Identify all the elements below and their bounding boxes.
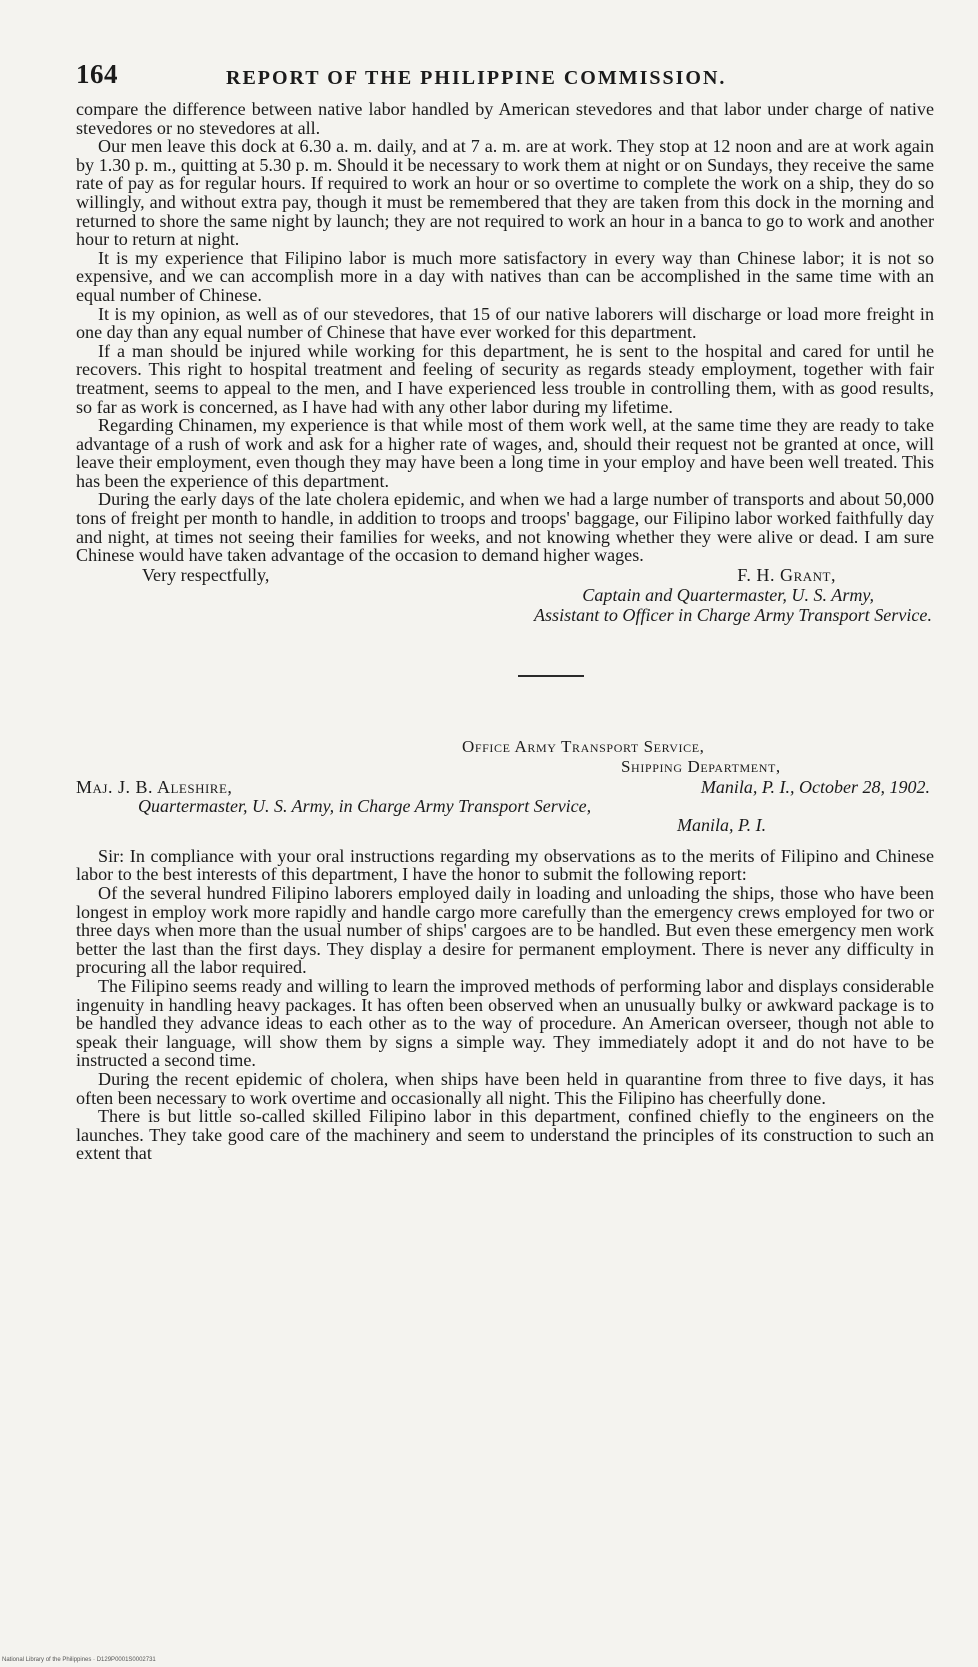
paragraph: Our men leave this dock at 6.30 a. m. daily, and at 7 a. m. are at work. They stop at 12 noon and are at work again by 1.30 p. m., quitting at 5.30 p. m. Should it be necessary to work them at night or on Sundays, they receive the same rate of pay as for regular hours. If required to work an hour or so overtime to complete the work on a ship, they do so willingly, and without extra pay, though it must be remembered that they are taken from this dock in the morning and returned to shore the same night by launch; they are not required to work an hour in a banca to go to work and another hour to return at night. (76, 136, 934, 250)
paragraph: There is but little so-called skilled Filipino labor in this department, confined chiefly to the engineers on the launches. They take good care of the machinery and seem to understand the principles of its construction to such an extent that (76, 1106, 934, 1164)
department-name: Shipping Department, (621, 756, 781, 776)
paragraph: During the early days of the late cholera epidemic, and when we had a large number of transports and about 50,000 tons of freight per month to handle, in addition to troops and troops' baggage, our Filipino labor worked faithfully day and night, at times not seeing their families for weeks, and not knowing whether they were alive or dead. I am sure Chinese would have taken advantage of the occasion to demand higher wages. (76, 489, 934, 566)
paragraph: Of the several hundred Filipino laborers employed daily in loading and unloading the ships, those who have been longest in employ work more rapidly and handle cargo more carefully than the emergency crews employed for two or three days when more than the usual number of ships' cargoes are to be handled. But even these emergency men work better the last than the first days. They display a desire for permanent employment. There is never any difficulty in procuring all the labor required. (76, 883, 934, 978)
running-title: REPORT OF THE PHILIPPINE COMMISSION. (226, 67, 727, 89)
office-name: Office Army Transport Service, (462, 736, 705, 756)
paragraph: Regarding Chinamen, my experience is that while most of them work well, at the same time they are ready to take advantage of a rush of work and ask for a higher rate of wages, and, should their request not be granted at once, will leave their employment, even though they may have been a long time in your employ and have been well treated. This has been the experience of this department. (76, 415, 934, 491)
letter-closing (76, 566, 934, 585)
paragraph: If a man should be injured while working for this department, he is sent to the hospital and cared for until he recovers. This right to hospital treatment and feeling of security as regards steady employment, together with fair treatment, seems to appeal to the men, and I have experienced less trouble in controlling them, with as good results, so far as work is concerned, as I have had with any other labor during my lifetime. (76, 340, 934, 417)
addressee-name: Maj. J. B. Aleshire, (76, 776, 233, 797)
letter-two (76, 847, 934, 1163)
letter-one (76, 100, 934, 625)
section-divider (518, 675, 584, 677)
addressee-place: Manila, P. I. (677, 814, 767, 835)
page-number: 164 (76, 59, 118, 89)
paragraph: During the recent epidemic of cholera, when ships have been held in quarantine from three to five days, it has often been necessary to work overtime and occasionally all night. This the Filipino has cheerfully done. (76, 1068, 934, 1108)
paragraph: It is my opinion, as well as of our stevedores, that 15 of our native laborers will discharge or load more freight in one day than any equal number of Chinese that have ever worked for this department. (76, 303, 934, 343)
addressee (76, 777, 232, 797)
signer-office: Assistant to Officer in Charge Army Transport Service. (533, 604, 932, 625)
complimentary-close: Very respectfully, (142, 564, 270, 585)
running-header (76, 48, 930, 90)
paragraph: Sir: In compliance with your oral instructions regarding my observations as to the merits of Filipino and Chinese labor to the best interests of this department, I have the honor to submit the following report: (76, 845, 934, 885)
scan-footer: National Library of the Philippines · D129P0001S0002731 (2, 1657, 156, 1663)
signer-title: Captain and Quartermaster, U. S. Army, (582, 584, 874, 605)
letter-two-heading (76, 737, 930, 797)
date-line: Manila, P. I., October 28, 1902. (700, 776, 930, 797)
paragraph: The Filipino seems ready and willing to learn the improved methods of performing labor and displays considerable ingenuity in handling heavy packages. It has often been observed when an unusually bulky or awkward package is to be handled they advance ideas to each other as to the way of procedure. An American overseer, though not able to speak their language, will show them by signs a simple way. They immediately adopt it and do not have to be instructed a second time. (76, 976, 934, 1071)
paragraph: compare the difference between native labor handled by American stevedores and that labor under charge of native stevedores or no stevedores at all. (76, 99, 934, 138)
signer-name: F. H. Grant, (737, 564, 836, 585)
paragraph: It is my experience that Filipino labor is much more satisfactory in every way than Chinese labor; it is not so expensive, and we can accomplish more in a day with natives than can be accomplished in the same time with an equal number of Chinese. (76, 247, 934, 305)
addressee-title: Quartermaster, U. S. Army, in Charge Army Transport Service, (138, 795, 592, 816)
